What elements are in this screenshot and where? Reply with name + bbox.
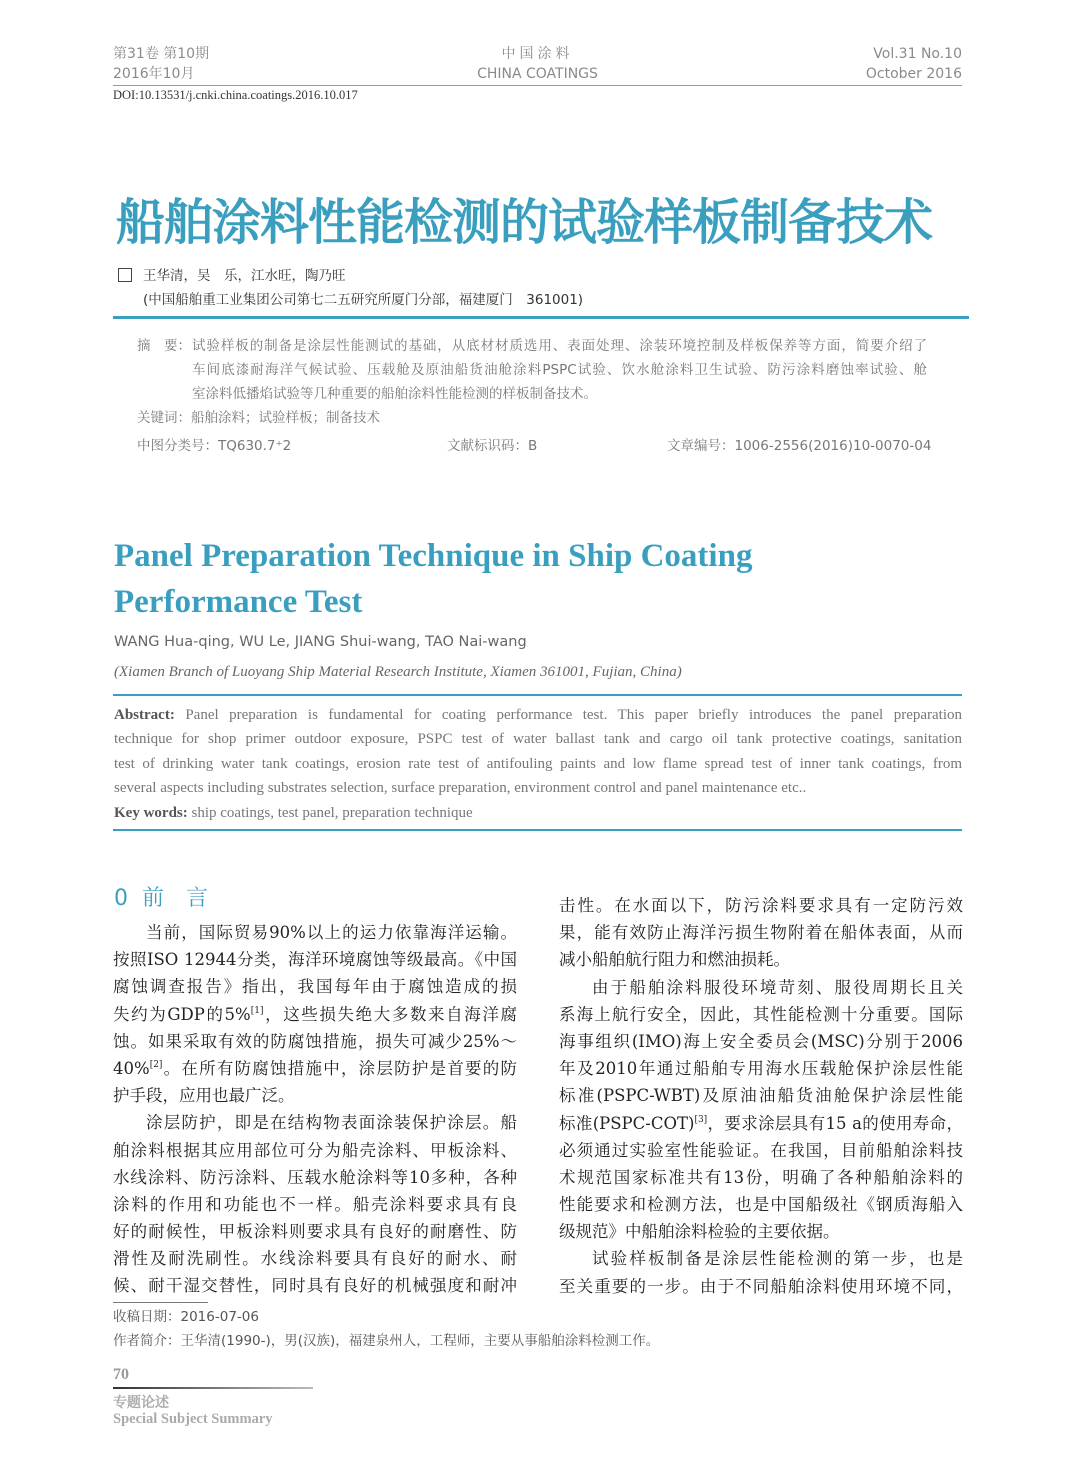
text-line: 失约为GDP的5%[1]，这些损失绝大多数来自海洋腐 (113, 1004, 517, 1024)
received-date: 收稿日期：2016-07-06 (113, 1309, 259, 1325)
text-line: 候、耐干湿交替性，同时具有良好的机械强度和耐冲 (113, 1276, 517, 1296)
keywords-en-label: Key words: (114, 804, 188, 821)
text-line: 果，能有效防止海洋污损生物附着在船体表面，从而 (559, 923, 963, 943)
affiliation-en: (Xiamen Branch of Luoyang Ship Material Research Institute, Xiamen 361001, Fujian, China) (114, 664, 682, 680)
text-line: 减小船舶航行阻力和燃油损耗。 (559, 950, 790, 970)
abstract-top-rule (113, 694, 962, 696)
footnote-rule (113, 1302, 208, 1303)
footer-rule (113, 1387, 313, 1389)
abstract-en-label: Abstract: (114, 707, 175, 723)
citation-ref: [2] (149, 1059, 163, 1070)
column-name-cn: 专题论述 (113, 1395, 169, 1411)
authors-en: WANG Hua-qing, WU Le, JIANG Shui-wang, TAO Nai-wang (114, 634, 527, 650)
paragraph (113, 1109, 517, 1299)
abstract-cn-text (192, 334, 927, 406)
authors-cn: 王华清，吴 乐，江水旺，陶乃旺 (143, 268, 346, 284)
square-bullet-icon (118, 268, 132, 282)
doi: DOI:10.13531/j.cnki.china.coatings.2016.10.017 (113, 88, 358, 102)
text-line: 涂料的作用和功能也不一样。船壳涂料要求具有良 (113, 1194, 517, 1214)
text-line: 试验样板制备是涂层性能检测的第一步，也是 (592, 1249, 963, 1269)
keywords-cn: 关键词：船舶涂料；试验样板；制备技术 (137, 410, 380, 426)
text-line: 标准(PSPC-WBT)及原油油船货油舱保护涂层性能 (559, 1086, 963, 1106)
text-line: 滑性及耐洗刷性。水线涂料要具有良好的耐水、耐 (113, 1249, 517, 1269)
text-line: 按照ISO 12944分类，海洋环境腐蚀等级最高。《中国 (113, 950, 517, 970)
document-code: 文献标识码：B (447, 438, 538, 454)
title-en-line: Panel Preparation Technique in Ship Coating (114, 538, 753, 574)
body-column-right (559, 892, 963, 1300)
paragraph (559, 974, 963, 1246)
abstract-en-line: test of drinking water tank coatings, erosion rate test of antifouling paints and low flame spread test of inner tank coatings, from (114, 755, 962, 772)
column-name-en: Special Subject Summary (113, 1411, 273, 1427)
volume-issue-en: Vol.31 No.10 (873, 46, 962, 62)
date-cn: 2016年10月 (113, 66, 195, 82)
title-en (114, 533, 752, 625)
text-line: 系海上航行安全，因此，其性能检测十分重要。国际 (559, 1004, 963, 1024)
text-line: 击性。在水面以下，防污涂料要求具有一定防污效 (559, 896, 963, 915)
text-line: 级规范》中船舶涂料检验的主要依据。 (559, 1222, 840, 1242)
date-en: October 2016 (865, 66, 962, 82)
abstract-en (114, 703, 962, 825)
text-line: 40%[2]。在所有防腐蚀措施中，涂层防护是首要的防 (113, 1058, 517, 1078)
text-line: 腐蚀调查报告》指出，我国每年由于腐蚀造成的损 (113, 977, 517, 997)
title-cn: 船舶涂料性能检测的试验样板制备技术 (116, 194, 933, 251)
author-bio: 作者简介：王华清(1990-)，男(汉族)，福建泉州人，工程师，主要从事船舶涂料检测工作。 (113, 1333, 660, 1349)
article-number: 文章编号：1006-2556(2016)10-0070-04 (667, 438, 932, 454)
abstract-cn-label: 摘 要： (137, 338, 191, 354)
section-number: 0 (114, 886, 128, 911)
body-column-left (113, 919, 517, 1300)
text-line: 必须通过实验室性能验证。在我国，目前船舶涂料技 (559, 1140, 963, 1160)
text-line: 海事组织(IMO)海上安全委员会(MSC)分别于2006 (559, 1031, 963, 1051)
title-rule (113, 316, 969, 319)
text-line: 由于船舶涂料服役环境苛刻、服役周期长且关 (592, 977, 963, 997)
text-line: 蚀。如果采取有效的防腐蚀措施，损失可减少25%～ (113, 1031, 517, 1051)
text-line: 舶涂料根据其应用部位可分为船壳涂料、甲板涂料、 (113, 1140, 517, 1160)
abstract-cn-line: 车间底漆耐海洋气候试验、压载舱及原油船货油舱涂料PSPC试验、饮水舱涂料卫生试验、防污涂料磨蚀率试验、舱 (192, 362, 927, 378)
text-line: 年及2010年通过船舶专用海水压载舱保护涂层性能 (559, 1059, 963, 1079)
volume-issue-cn: 第31卷 第10期 (113, 46, 210, 62)
section-heading (114, 884, 208, 914)
citation-ref: [3] (694, 1114, 708, 1125)
classification-number: 中图分类号：TQ630.7⁺2 (137, 438, 292, 454)
page-number: 70 (113, 1366, 129, 1383)
journal-name-en: CHINA COATINGS (477, 66, 598, 82)
paragraph (113, 919, 517, 1109)
abstract-en-line: Panel preparation is fundamental for coating performance test. This paper briefly introduces the panel preparation (174, 707, 962, 723)
abstract-en-line: several aspects including substrates selection, surface preparation, environment control and panel maintenance etc.. (114, 780, 807, 797)
text-line: 涂层防护，即是在结构物表面涂装保护涂层。船 (146, 1113, 517, 1133)
paragraph (559, 1245, 963, 1299)
text-line: 术规范国家标准共有13份，明确了各种船舶涂料的 (559, 1167, 963, 1187)
abstract-bottom-rule (113, 829, 962, 831)
abstract-en-line: technique for shop primer outdoor exposure, PSPC test of water ballast tank and cargo oil tank protective coatings, sanitation (114, 731, 962, 748)
keywords-en: ship coatings, test panel, preparation technique (187, 804, 473, 821)
affiliation-cn: (中国船舶重工业集团公司第七二五研究所厦门分部，福建厦门 361001) (143, 292, 584, 308)
text-line: 性能要求和检测方法，也是中国船级社《钢质海船入 (559, 1195, 963, 1215)
text-line: 至关重要的一步。由于不同船舶涂料使用环境不同， (559, 1276, 963, 1296)
text-line: 当前，国际贸易90%以上的运力依靠海洋运输。 (146, 923, 517, 942)
abstract-cn-line: 试验样板的制备是涂层性能测试的基础，从底材材质选用、表面处理、涂装环境控制及样板保养等方面，简要介绍了 (192, 338, 927, 354)
title-en-line: Performance Test (114, 584, 363, 620)
text-line: 水线涂料、防污涂料、压载水舱涂料等10多种，各种 (113, 1167, 517, 1187)
text-line: 标准(PSPC-COT)[3]，要求涂层具有15 a的使用寿命， (559, 1113, 963, 1133)
journal-name-cn: 中国涂料 (501, 46, 574, 62)
text-line: 护手段，应用也最广泛。 (113, 1086, 295, 1106)
paragraph (559, 892, 963, 974)
header-rule (113, 85, 962, 86)
section-title: 前 言 (142, 886, 209, 911)
abstract-cn-line: 室涂料低播焰试验等几种重要的船舶涂料性能检测的样板制备技术。 (192, 386, 597, 402)
citation-ref: [1] (250, 1005, 264, 1016)
text-line: 好的耐候性，甲板涂料则要求具有良好的耐磨性、防 (113, 1222, 517, 1242)
